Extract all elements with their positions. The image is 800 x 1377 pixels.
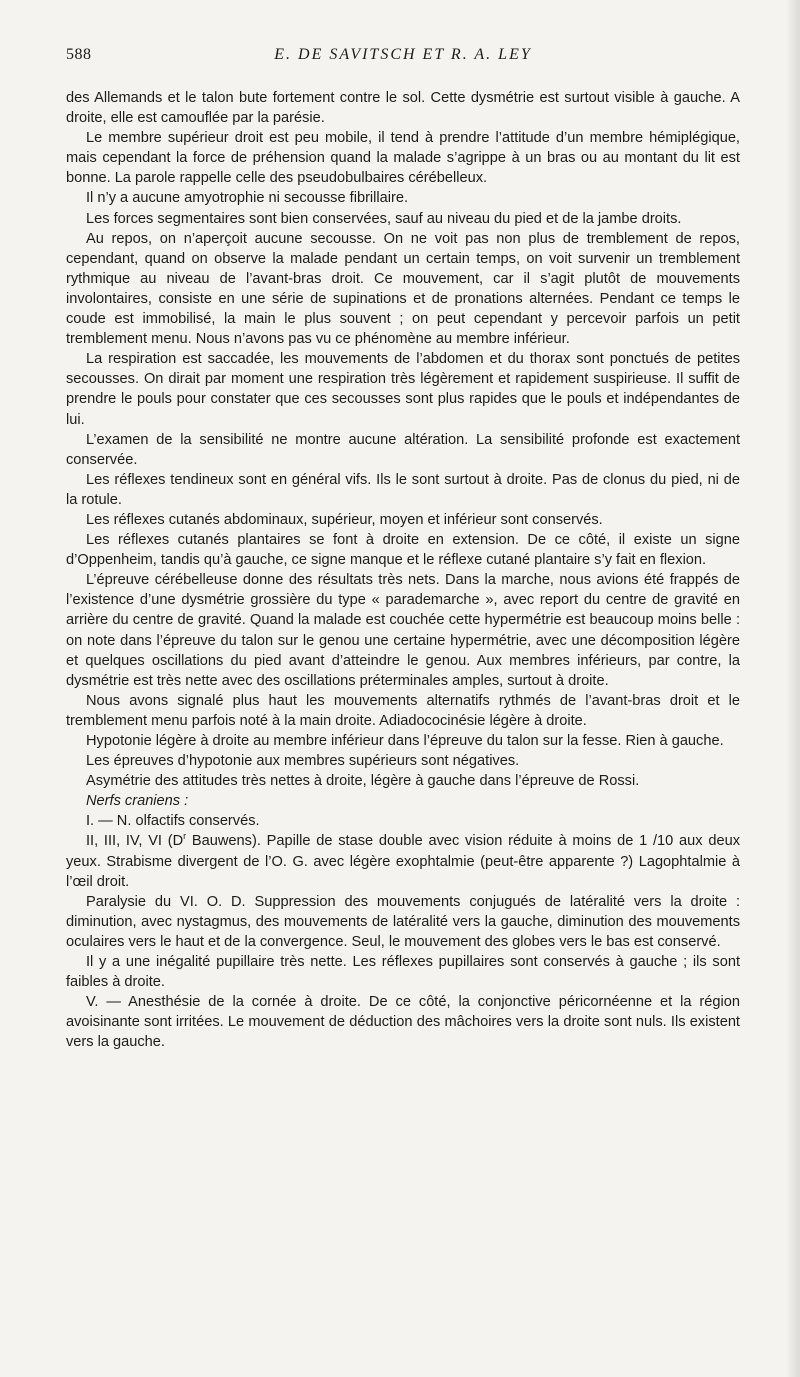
nerf-ii-text-end: Bauwens). Papille de stase double avec vision réduite à moins de 1 /10 aux deux yeux. Strabisme divergent de l’O. G. avec légère exophtalmie (peut-être apparente ?) Lagophtalmie à l’œil droit. bbox=[66, 833, 740, 890]
paragraph: La respiration est saccadée, les mouvements de l’abdomen et du thorax sont ponctués de petites secousses. On dirait par moment une respiration très légèrement et rapidement suspirieuse. Il suffit de prendre le pouls pour constater que ces secousses sont plus rapides que le pouls et indépendantes de lui. bbox=[66, 351, 740, 428]
paragraph bbox=[66, 831, 740, 891]
paragraph: Il y a une inégalité pupillaire très nette. Les réflexes pupillaires sont conservés à gauche ; ils sont faibles à droite. bbox=[66, 954, 740, 991]
paragraph: Les réflexes cutanés abdominaux, supérieur, moyen et inférieur sont conservés. bbox=[86, 511, 603, 528]
paragraph: Les réflexes tendineux sont en général vifs. Ils le sont surtout à droite. Pas de clonus du pied, ni de la rotule. bbox=[66, 471, 740, 508]
paragraph: des Allemands et le talon bute fortement contre le sol. Cette dysmétrie est surtout visible à gauche. A droite, elle est camouflée par la parésie. bbox=[66, 90, 740, 127]
superscript: r bbox=[183, 831, 187, 842]
paragraph: Les épreuves d’hypotonie aux membres supérieurs sont négatives. bbox=[86, 753, 520, 770]
paragraph: Le membre supérieur droit est peu mobile, il tend à prendre l’attitude d’un membre hémiplégique, mais cependant la force de préhension quand la malade s’agrippe à un bras ou au montant du lit est bonne. La parole rappelle celle des pseudobulbaires cérébelleux. bbox=[66, 130, 740, 187]
body-text bbox=[66, 88, 740, 1053]
nerf-ii-text-start: II, III, IV, VI (D bbox=[86, 833, 184, 850]
paragraph: Paralysie du VI. O. D. Suppression des mouvements conjugués de latéralité vers la droite : diminution, avec nystagmus, des mouvements de latéralité vers la gauche, diminution des mouvements oculaires vers le haut et de la convergence. Seul, le mouvement des globes vers le bas est conservé. bbox=[66, 893, 740, 950]
paragraph: L’examen de la sensibilité ne montre aucune altération. La sensibilité profonde est exactement conservée. bbox=[66, 431, 740, 468]
paragraph: I. — N. olfactifs conservés. bbox=[86, 813, 260, 830]
running-title: E. DE SAVITSCH ET R. A. LEY bbox=[274, 46, 532, 63]
page-number: 588 bbox=[66, 46, 92, 63]
page-edge-shadow bbox=[786, 0, 800, 1377]
paragraph: Les forces segmentaires sont bien conservées, sauf au niveau du pied et de la jambe droits. bbox=[86, 210, 682, 227]
paragraph: Nous avons signalé plus haut les mouvements alternatifs rythmés de l’avant-bras droit et le tremblement menu parfois noté à la main droite. Adiadococinésie légère à droite. bbox=[66, 692, 740, 729]
paragraph: Il n’y a aucune amyotrophie ni secousse fibrillaire. bbox=[86, 190, 409, 207]
paragraph: Hypotonie légère à droite au membre inférieur dans l’épreuve du talon sur la fesse. Rien à gauche. bbox=[86, 733, 724, 749]
nerfs-heading: Nerfs craniens : bbox=[86, 793, 189, 810]
section-heading bbox=[66, 791, 740, 811]
paragraph: Asymétrie des attitudes très nettes à droite, légère à gauche dans l’épreuve de Rossi. bbox=[86, 773, 640, 790]
paragraph: Au repos, on n’aperçoit aucune secousse. On ne voit pas non plus de tremblement de repos, cependant, quand on observe la malade pendant un certain temps, on voit survenir un tremblement rythmique au niveau de l’avant-bras droit. Ce mouvement, car il s’agit plutôt de mouvements involontaires, consiste en une série de supinations et de pronations alternées. Pendant ce temps le coude est immobilisé, la main le plus souvent ; on peut cependant y percevoir parfois un petit tremblement menu. Nous n’avons pas vu ce phénomène au membre inférieur. bbox=[66, 230, 740, 348]
paragraph: L’épreuve cérébelleuse donne des résultats très nets. Dans la marche, nous avions été frappés de l’existence d’une dysmétrie grossière du type « parademarche », avec report du centre de gravité en arrière du centre de gravité. Quand la malade est couchée cette hypermétrie est beaucoup moins belle : on note dans l’épreuve du talon sur le genou une certaine hypermétrie, avec une décomposition légère et quelques oscillations du pied avant d’atteindre le genou. Aux membres inférieurs, par contre, la dysmétrie est très nette avec des oscillations préterminales amples, surtout à droite. bbox=[66, 572, 740, 689]
paragraph: Les réflexes cutanés plantaires se font à droite en extension. De ce côté, il existe un signe d’Oppenheim, tandis qu’à gauche, ce signe manque et le réflexe cutané plantaire s’y fait en flexion. bbox=[66, 532, 740, 569]
paragraph: V. — Anesthésie de la cornée à droite. De ce côté, la conjonctive péricornéenne et la région avoisinante sont irritées. Le mouvement de déduction des mâchoires vers la droite sont nuls. Ils existent vers la gauche. bbox=[66, 994, 740, 1051]
page-header bbox=[66, 46, 740, 74]
